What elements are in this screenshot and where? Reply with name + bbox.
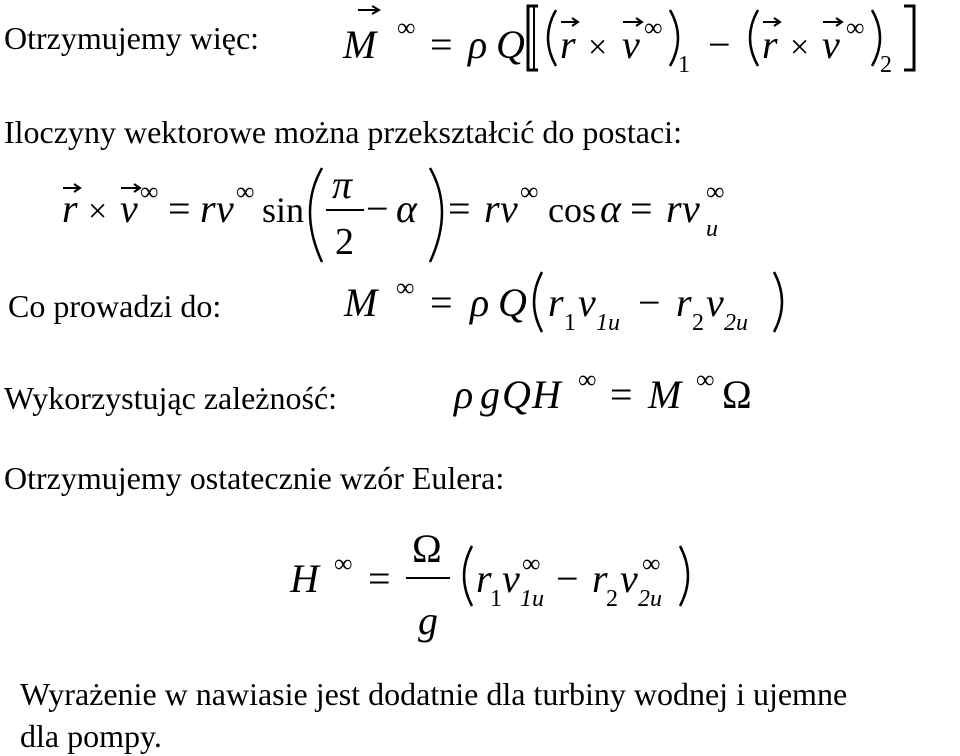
eq3-inf: ∞ — [396, 273, 415, 302]
eq5-rparen — [680, 546, 688, 606]
eq2-sub-u: u — [706, 216, 718, 242]
eq1-minus: − — [708, 22, 731, 67]
eq1-inf1: ∞ — [644, 13, 663, 42]
eq3-lparen — [534, 272, 542, 332]
eq5-r2: r — [592, 556, 608, 601]
eq1-rparen1 — [670, 10, 678, 66]
eq5-v1: v — [502, 556, 520, 601]
eq1-M: M — [343, 22, 377, 67]
eq5-H: H — [290, 556, 319, 601]
eq2-inf4: ∞ — [706, 177, 725, 206]
eq3-v2: v — [706, 280, 724, 325]
eq4-inf2: ∞ — [696, 365, 715, 394]
eq4-M: M — [648, 372, 682, 417]
eq3-r2: r — [676, 280, 692, 325]
eq2-eq1: = — [168, 186, 191, 231]
eq1-v2: v — [822, 22, 840, 67]
text-line-wyrazenie: Wyrażenie w nawiasie jest dodatnie dla turbiny wodnej i ujemne — [20, 676, 848, 712]
eq5-r1: r — [476, 556, 492, 601]
eq2-minus: − — [366, 186, 389, 231]
text-line-otrzymujemy-wiec: Otrzymujemy więc: — [4, 20, 260, 56]
eq2-inf2: ∞ — [236, 177, 255, 206]
eq2-v2: v — [216, 186, 234, 231]
eq5-inf: ∞ — [334, 549, 353, 578]
eq2-times: × — [88, 193, 108, 230]
eq2-eq3: = — [630, 186, 653, 231]
text-line-dla-pompy: dla pompy. — [20, 718, 162, 754]
eq2-v4: v — [682, 186, 700, 231]
eq1-times1: × — [588, 29, 608, 66]
eq5-eq: = — [368, 556, 391, 601]
text-line-wykorzystujac: Wykorzystując zależność: — [4, 380, 338, 416]
eq2-inf: ∞ — [140, 177, 159, 206]
equation-cross-product — [62, 162, 725, 263]
eq5-sub-2u: 2u — [638, 586, 662, 612]
eq3-rparen — [774, 272, 782, 332]
eq3-rho: ρ — [470, 280, 490, 325]
eq1-rho: ρ — [468, 22, 488, 67]
eq3-M: M — [344, 280, 378, 325]
eq2-v3: v — [500, 186, 518, 231]
eq3-sub-2: 2 — [692, 310, 704, 336]
eq2-cos: cos — [548, 190, 596, 230]
eq5-inf2: ∞ — [642, 549, 661, 578]
eq5-sub-2: 2 — [606, 586, 618, 612]
eq1-sub2: 2 — [880, 52, 892, 78]
eq1-Q: Q — [496, 22, 525, 67]
eq1-rparen2 — [872, 10, 880, 66]
eq5-inf1: ∞ — [522, 549, 541, 578]
eq2-lparen — [310, 168, 322, 262]
eq4-rho: ρ — [454, 372, 474, 417]
eq4-inf1: ∞ — [578, 365, 597, 394]
eq1-r2: r — [762, 22, 778, 67]
eq2-pi: π — [332, 162, 353, 207]
eq5-v2: v — [620, 556, 638, 601]
eq5-Omega: Ω — [412, 526, 442, 571]
eq2-eq2: = — [448, 186, 471, 231]
eq4-H: H — [532, 372, 561, 417]
eq5-minus: − — [556, 556, 579, 601]
eq3-sub-2u: 2u — [724, 310, 748, 336]
eq2-r3: r — [484, 186, 500, 231]
eq2-two: 2 — [335, 221, 354, 263]
eq2-inf3: ∞ — [520, 177, 539, 206]
eq2-sin: sin — [262, 190, 305, 230]
eq5-sub-1: 1 — [490, 586, 502, 612]
eq1-lparen2 — [750, 10, 758, 66]
eq1-inf2: ∞ — [846, 13, 865, 42]
eq2-r4: r — [666, 186, 682, 231]
eq1-inf: ∞ — [397, 13, 416, 42]
eq2-r2: r — [200, 186, 216, 231]
eq4-eq: = — [610, 372, 633, 417]
text-line-euler-intro: Otrzymujemy ostatecznie wzór Eulera: — [4, 460, 505, 496]
equation-power — [452, 365, 752, 417]
eq1-times2: × — [790, 29, 810, 66]
eq1-sub1: 1 — [678, 52, 690, 78]
eq3-eq: = — [430, 280, 453, 325]
eq3-sub-1u: 1u — [596, 310, 620, 336]
eq2-r: r — [62, 186, 78, 231]
eq4-Omega: Ω — [722, 372, 752, 417]
eq5-sub-1u: 1u — [520, 586, 544, 612]
eq2-alpha: α — [396, 186, 417, 231]
eq4-Q: Q — [502, 372, 531, 417]
eq1-lparen1 — [548, 10, 556, 66]
eq2-rparen — [430, 168, 442, 262]
eq1-v1: v — [622, 22, 640, 67]
eq3-v1: v — [578, 280, 596, 325]
eq2-v: v — [120, 186, 138, 231]
eq1-r1: r — [560, 22, 576, 67]
eq3-r1: r — [548, 280, 564, 325]
eq3-sub-1: 1 — [564, 310, 576, 336]
eq5-g: g — [418, 598, 438, 643]
eq4-g: g — [480, 372, 500, 417]
text-line-iloczyny: Iloczyny wektorowe można przekształcić do postaci: — [4, 114, 682, 150]
eq1-eq: = — [430, 22, 453, 67]
eq3-Q: Q — [498, 280, 527, 325]
eq3-minus: − — [638, 280, 661, 325]
equation-momentum-vector — [342, 6, 914, 78]
eq2-alpha2: α — [600, 186, 621, 231]
eq5-lparen — [464, 546, 472, 606]
text-line-co-prowadzi: Co prowadzi do: — [8, 288, 222, 324]
equation-moment — [343, 272, 782, 336]
equation-euler — [289, 526, 688, 643]
eq1-rbracket — [904, 6, 914, 70]
